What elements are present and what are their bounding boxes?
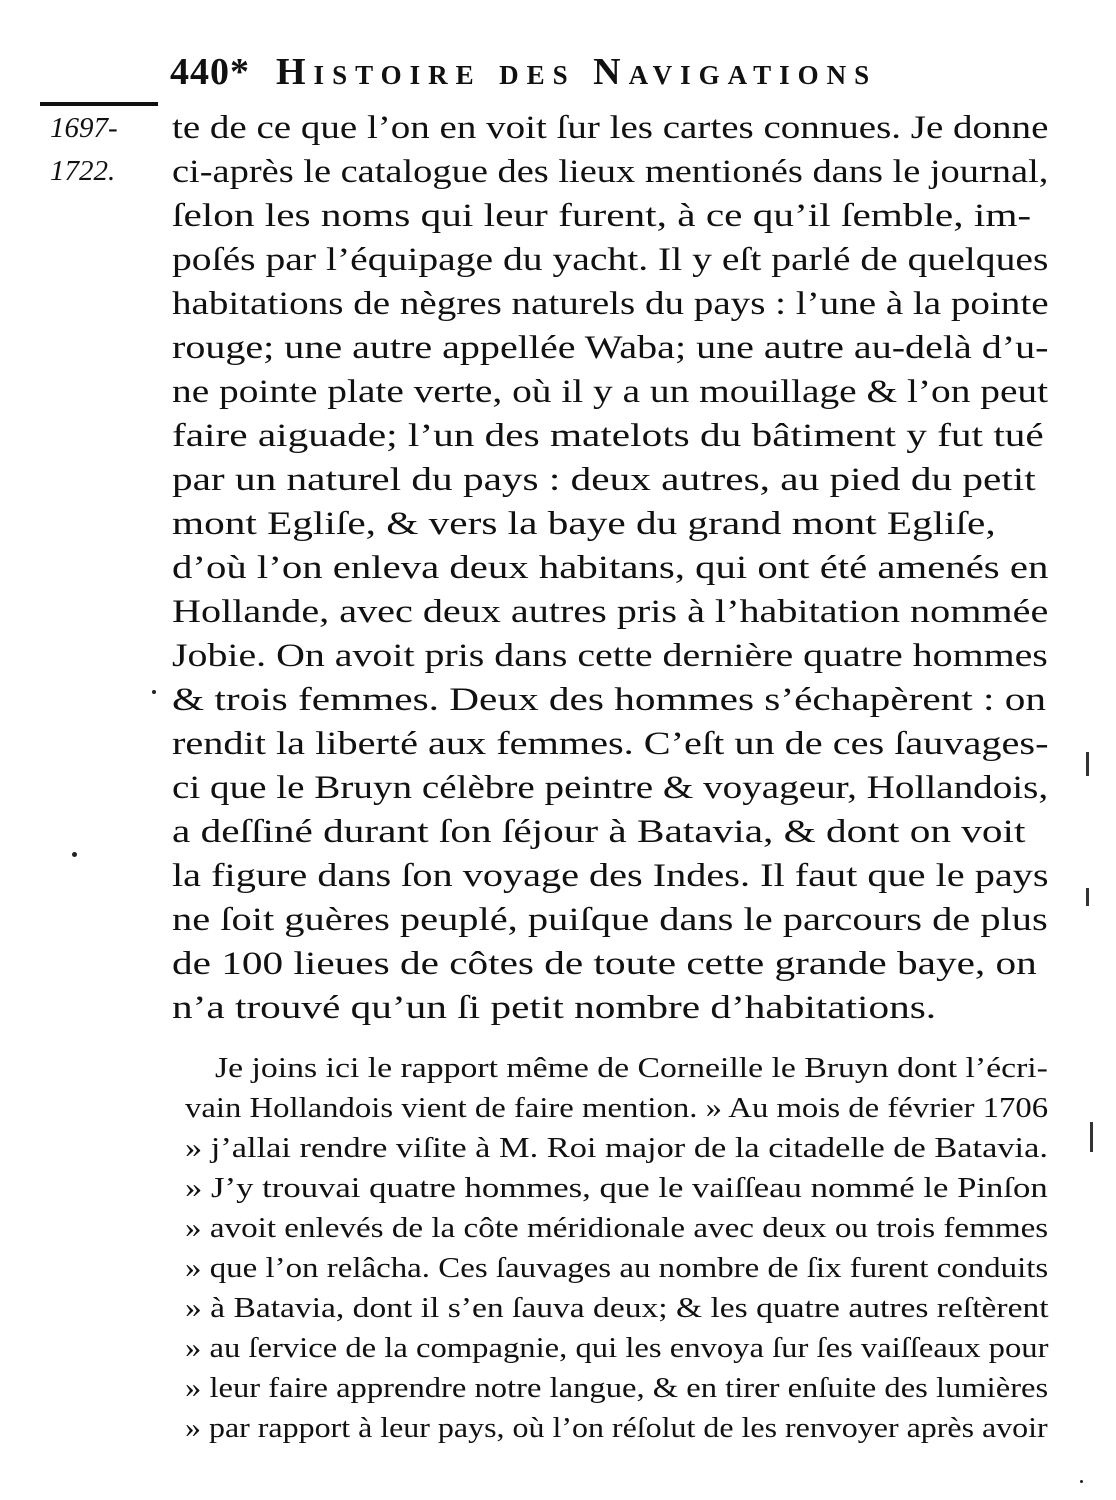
text-line: faire aiguade; l’un des matelots du bâtiment y fut tué	[172, 418, 1044, 454]
running-title: Histoire des Navigations	[276, 51, 878, 93]
text-line: poſés par l’équipage du yacht. Il y eſt parlé de quelques	[172, 242, 1049, 278]
text-line: la figure dans ſon voyage des Indes. Il faut que le pays	[172, 858, 1049, 894]
text-line: habitations de nègres naturels du pays : l’une à la pointe	[172, 286, 1049, 322]
text-line: » leur faire apprendre notre langue, & en tirer enſuite des lumières	[185, 1372, 1049, 1404]
text-line: a deſſiné durant ſon ſéjour à Batavia, & dont on voit	[172, 814, 1026, 850]
margin-year-start: 1697-	[50, 112, 118, 144]
text-line: » j’allai rendre viſite à M. Roi major de la citadelle de Batavia.	[185, 1132, 1048, 1164]
scan-speck	[1080, 1480, 1083, 1483]
text-line: ne ſoit guères peuplé, puiſque dans le parcours de plus	[172, 902, 1048, 938]
text-line: » avoit enlevés de la côte méridionale avec deux ou trois femmes	[185, 1212, 1049, 1244]
text-line: ci que le Bruyn célèbre peintre & voyageur, Hollandois,	[172, 770, 1049, 806]
text-line: rendit la liberté aux femmes. C’eſt un de ces ſauvages-	[172, 726, 1049, 762]
text-line: » J’y trouvai quatre hommes, que le vaiſſeau nommé le Pinſon	[185, 1172, 1048, 1204]
text-line: rouge; une autre appellée Waba; une autre au-delà d’u-	[172, 330, 1049, 366]
text-line: mont Egliſe, & vers la baye du grand mont Egliſe,	[172, 506, 996, 542]
scan-mark	[1090, 1122, 1093, 1152]
scan-mark	[1086, 752, 1089, 776]
text-line: » à Batavia, dont il s’en ſauva deux; & les quatre autres reſtèrent	[185, 1292, 1049, 1324]
text-line: Je joins ici le rapport même de Corneille le Bruyn dont l’écri-	[215, 1052, 1048, 1084]
margin-year-end: 1722.	[50, 155, 116, 187]
scan-mark	[1086, 888, 1089, 906]
text-line: & trois femmes. Deux des hommes s’échapèrent : on	[172, 682, 1047, 718]
text-line: ne pointe plate verte, où il y a un mouillage & l’on peut	[172, 374, 1049, 410]
text-line: de 100 lieues de côtes de toute cette grande baye, on	[172, 946, 1037, 982]
text-line: » au ſervice de la compagnie, qui les envoya ſur ſes vaiſſeaux pour	[185, 1332, 1049, 1364]
text-line: » par rapport à leur pays, où l’on réſolut de les renvoyer après avoir	[185, 1412, 1048, 1444]
scan-speck	[72, 852, 77, 857]
text-line: par un naturel du pays : deux autres, au pied du petit	[172, 462, 1036, 498]
text-line: Jobie. On avoit pris dans cette dernière quatre hommes	[172, 638, 1048, 674]
text-line: vain Hollandois vient de faire mention. » Au mois de février 1706	[185, 1092, 1049, 1124]
text-line: d’où l’on enleva deux habitans, qui ont été amenés en	[172, 550, 1049, 586]
page-number: 440*	[170, 51, 250, 93]
text-line: ſelon les noms qui leur furent, à ce qu’il ſemble, im-	[172, 198, 1032, 234]
text-line: te de ce que l’on en voit ſur les cartes connues. Je donne	[172, 110, 1049, 146]
text-line: » que l’on relâcha. Ces ſauvages au nombre de ſix furent conduits	[185, 1252, 1049, 1284]
text-line: n’a trouvé qu’un ſi petit nombre d’habitations.	[172, 990, 937, 1026]
scan-speck	[152, 690, 156, 694]
text-line: Hollande, avec deux autres pris à l’habitation nommée	[172, 594, 1049, 630]
text-line: ci-après le catalogue des lieux mentionés dans le journal,	[172, 154, 1049, 190]
